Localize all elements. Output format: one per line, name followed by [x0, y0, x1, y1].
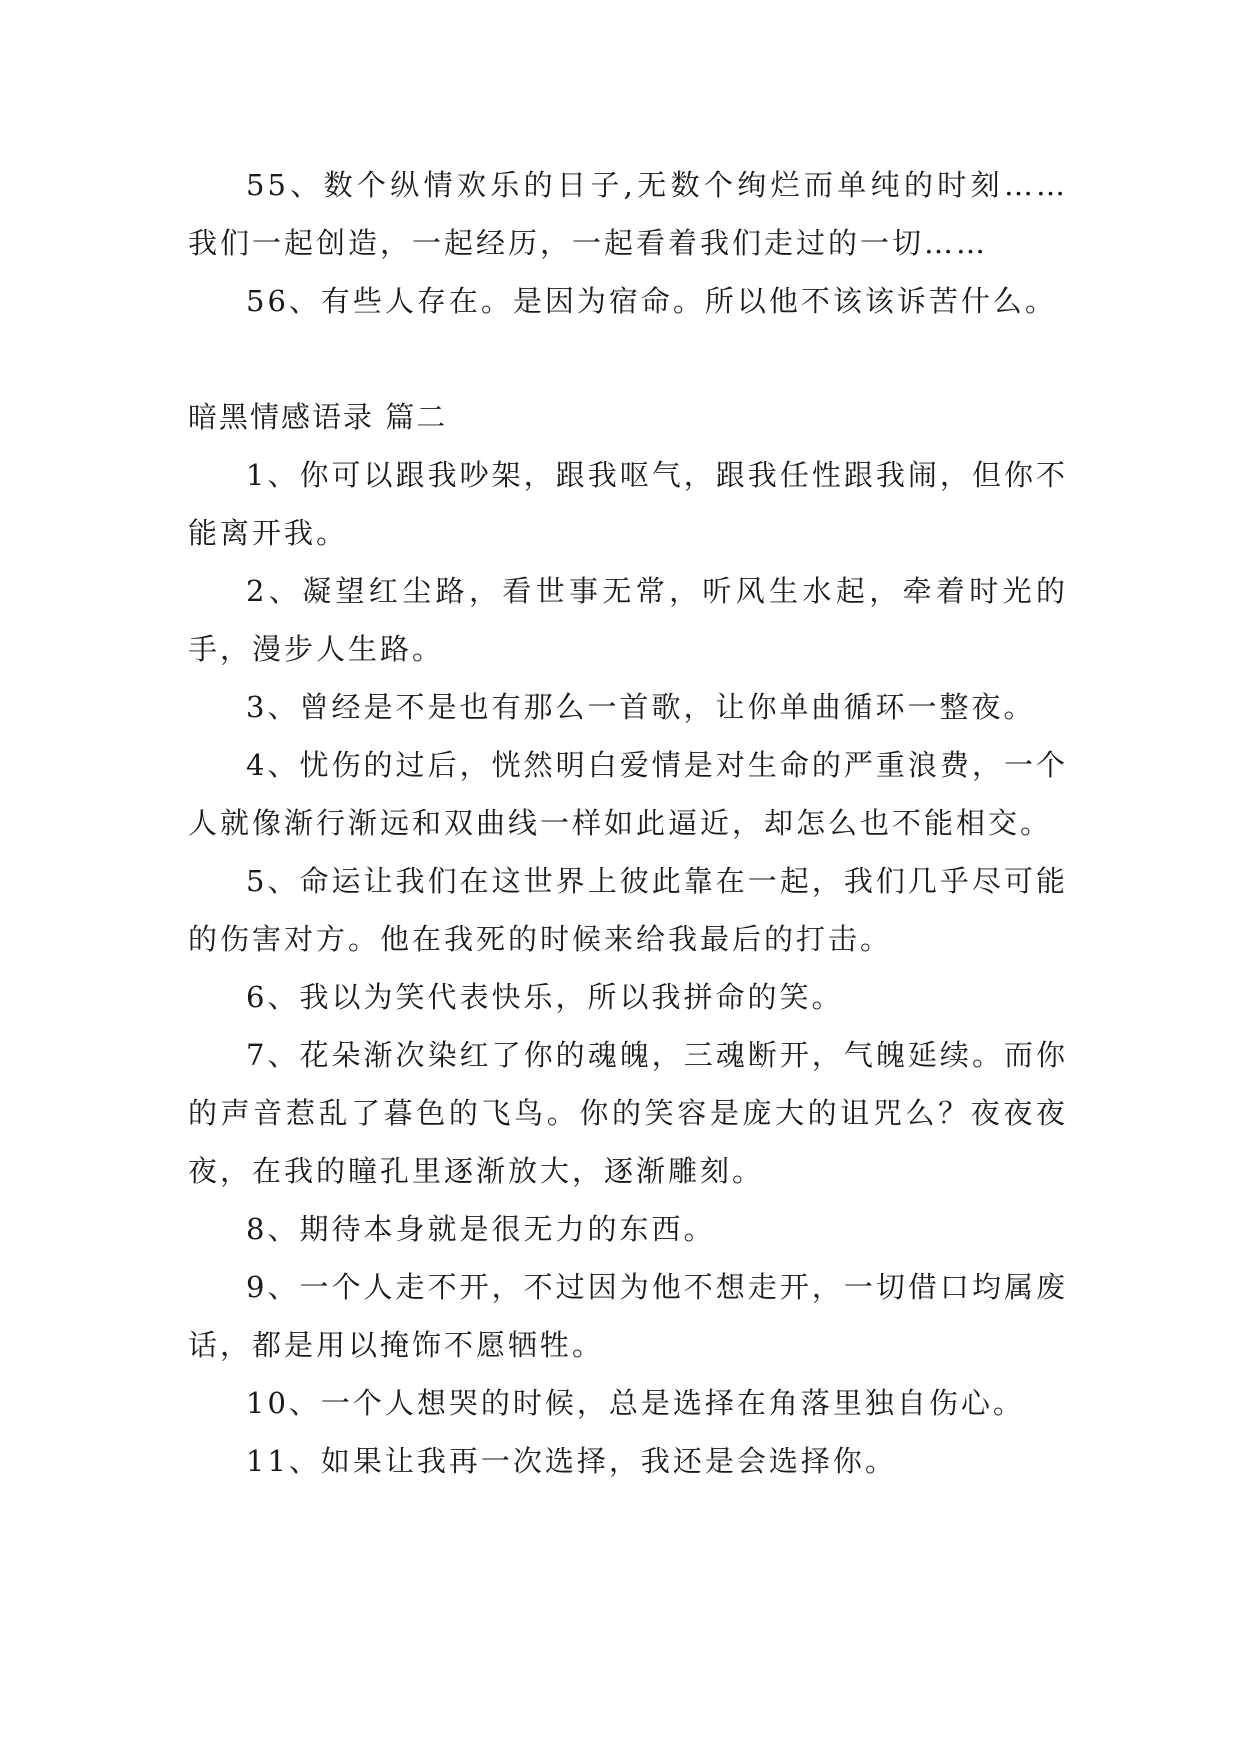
paragraph-56: 56、有些人存在。是因为宿命。所以他不该该诉苦什么。: [246, 284, 1057, 318]
section-heading: 暗黑情感语录 篇二: [188, 400, 448, 434]
paragraph-10: 10、一个人想哭的时候，总是选择在角落里独自伤心。: [246, 1386, 1025, 1420]
paragraph-7: 7、花朵渐次染红了你的魂魄，三魂断开，气魄延续。而你的声音惹乱了暮色的飞鸟。你的笑容是庞大的诅咒么？夜夜夜夜，在我的瞳孔里逐渐放大，逐渐雕刻。: [188, 1038, 1068, 1188]
paragraph-5: 5、命运让我们在这世界上彼此靠在一起，我们几乎尽可能的伤害对方。他在我死的时候来给我最后的打击。: [188, 864, 1068, 956]
paragraph-3: 3、曾经是不是也有那么一首歌，让你单曲循环一整夜。: [246, 690, 1036, 724]
paragraph-6: 6、我以为笑代表快乐，所以我拼命的笑。: [246, 980, 844, 1014]
paragraph-9: 9、一个人走不开，不过因为他不想走开，一切借口均属废话，都是用以掩饰不愿牺牲。: [188, 1270, 1068, 1362]
paragraph-11: 11、如果让我再一次选择，我还是会选择你。: [246, 1444, 897, 1478]
paragraph-8: 8、期待本身就是很无力的东西。: [246, 1212, 716, 1246]
document-body: [188, 156, 1068, 1490]
paragraph-55: 55、数个纵情欢乐的日子,无数个绚烂而单纯的时刻……我们一起创造，一起经历，一起看着我们走过的一切……: [188, 168, 1068, 260]
paragraph-2: 2、凝望红尘路，看世事无常，听风生水起，牵着时光的手，漫步人生路。: [188, 574, 1068, 666]
paragraph-1: 1、你可以跟我吵架，跟我呕气，跟我任性跟我闹，但你不能离开我。: [188, 458, 1068, 550]
paragraph-4: 4、忧伤的过后，恍然明白爱情是对生命的严重浪费，一个人就像渐行渐远和双曲线一样如此逼近，却怎么也不能相交。: [188, 748, 1068, 840]
